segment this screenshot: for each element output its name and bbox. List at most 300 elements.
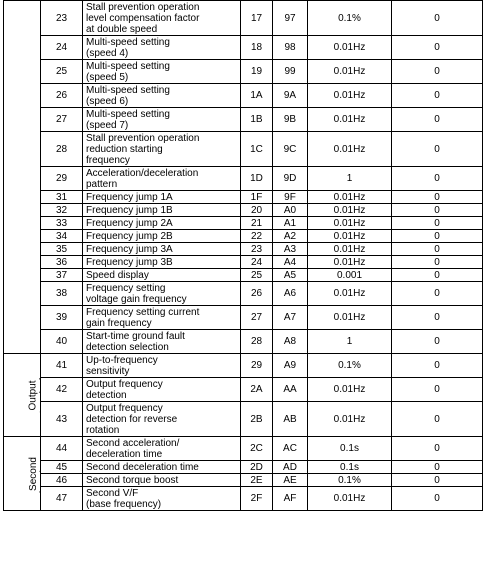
param-name xyxy=(83,306,241,330)
initial-value-text: 0 xyxy=(434,360,440,371)
parameter-table-body xyxy=(4,1,483,511)
param-name-line: (speed 7) xyxy=(86,119,129,131)
setting-unit xyxy=(308,243,392,256)
read-code-text: 1B xyxy=(250,114,263,125)
param-number-text: 46 xyxy=(55,474,68,486)
initial-value-text: 0 xyxy=(434,413,440,425)
write-code xyxy=(273,230,308,243)
read-code xyxy=(241,282,273,306)
table-row xyxy=(4,256,483,269)
initial-value xyxy=(392,108,483,132)
setting-unit xyxy=(308,217,392,230)
initial-value-text: 0 xyxy=(434,256,440,268)
param-name xyxy=(83,204,241,217)
param-number xyxy=(41,191,83,204)
read-code xyxy=(241,461,273,474)
write-code-text: AA xyxy=(283,384,297,395)
read-code xyxy=(241,402,273,437)
write-code-text: A4 xyxy=(283,256,297,268)
read-code xyxy=(241,191,273,204)
setting-unit-text: 0.01Hz xyxy=(333,204,366,216)
initial-value xyxy=(392,256,483,269)
setting-unit xyxy=(308,474,392,487)
read-code-text: 1A xyxy=(250,90,263,101)
initial-value xyxy=(392,191,483,204)
read-code-text: 28 xyxy=(250,336,263,347)
initial-value xyxy=(392,437,483,461)
initial-value-text: 0 xyxy=(434,90,440,101)
write-code-text: AF xyxy=(283,493,297,504)
setting-unit-text: 0.1s xyxy=(340,443,359,454)
write-code-text: AC xyxy=(283,443,297,454)
param-number xyxy=(41,354,83,378)
setting-unit xyxy=(308,108,392,132)
param-name-line: Second V/F xyxy=(86,487,139,499)
initial-value-text: 0 xyxy=(434,42,440,53)
initial-value-text: 0 xyxy=(434,143,440,155)
table-row xyxy=(4,60,483,84)
param-number xyxy=(41,60,83,84)
initial-value xyxy=(392,1,483,36)
param-name xyxy=(83,36,241,60)
initial-value-text: 0 xyxy=(434,336,440,347)
param-name-line: detection xyxy=(86,389,127,401)
write-code xyxy=(273,461,308,474)
param-number-text: 43 xyxy=(55,413,68,425)
read-code-text: 2F xyxy=(250,493,263,504)
setting-unit xyxy=(308,461,392,474)
setting-unit-text: 0.01Hz xyxy=(333,90,366,101)
param-name-line: rotation xyxy=(86,424,120,436)
read-code xyxy=(241,1,273,36)
param-name xyxy=(83,217,241,230)
param-number-text: 29 xyxy=(55,173,68,184)
param-number xyxy=(41,230,83,243)
param-name-line: (speed 4) xyxy=(86,47,129,59)
read-code-text: 29 xyxy=(250,360,263,371)
param-name xyxy=(83,378,241,402)
table-row xyxy=(4,354,483,378)
param-name xyxy=(83,60,241,84)
table-row xyxy=(4,437,483,461)
initial-value xyxy=(392,402,483,437)
param-name-line: Multi-speed setting xyxy=(86,36,170,48)
param-name xyxy=(83,487,241,511)
setting-unit xyxy=(308,378,392,402)
param-name-line: Second deceleration time xyxy=(86,461,199,473)
param-name xyxy=(83,243,241,256)
param-number-text: 24 xyxy=(55,42,68,53)
param-name-line: Start-time ground fault xyxy=(86,330,185,342)
write-code xyxy=(273,474,308,487)
write-code-text: A2 xyxy=(283,230,297,242)
param-name xyxy=(83,108,241,132)
param-name xyxy=(83,132,241,167)
write-code-text: A6 xyxy=(283,288,297,299)
initial-value-text: 0 xyxy=(434,474,440,486)
param-name-line: level compensation factor xyxy=(86,12,200,24)
initial-value-text: 0 xyxy=(434,230,440,242)
read-code xyxy=(241,354,273,378)
initial-value xyxy=(392,204,483,217)
param-name xyxy=(83,474,241,487)
param-name-line: Frequency jump 1A xyxy=(86,191,173,203)
initial-value xyxy=(392,487,483,511)
read-code xyxy=(241,36,273,60)
param-name-line: (base frequency) xyxy=(86,498,162,510)
param-name-line: Frequency jump 2B xyxy=(86,230,173,242)
read-code xyxy=(241,437,273,461)
write-code xyxy=(273,354,308,378)
initial-value xyxy=(392,282,483,306)
setting-unit-text: 0.01Hz xyxy=(333,143,366,155)
param-name-line: Second acceleration/ xyxy=(86,437,180,449)
read-code-text: 1F xyxy=(250,191,263,203)
param-name-line: Stall prevention operation xyxy=(86,1,200,13)
write-code-text: A1 xyxy=(283,217,297,229)
write-code xyxy=(273,269,308,282)
param-name-line: (speed 5) xyxy=(86,71,129,83)
write-code xyxy=(273,108,308,132)
param-number-text: 31 xyxy=(55,191,68,203)
table-row xyxy=(4,243,483,256)
param-number-text: 35 xyxy=(55,243,68,255)
param-name-line: Frequency setting current xyxy=(86,306,200,318)
setting-unit-text: 0.01Hz xyxy=(333,312,366,323)
setting-unit-text: 0.1% xyxy=(338,474,361,486)
setting-unit xyxy=(308,354,392,378)
read-code-text: 23 xyxy=(250,243,263,255)
param-number-text: 23 xyxy=(55,12,68,24)
param-name xyxy=(83,330,241,354)
param-number-text: 40 xyxy=(55,336,68,347)
write-code xyxy=(273,217,308,230)
write-code xyxy=(273,282,308,306)
param-name-line: sensitivity xyxy=(86,365,130,377)
read-code xyxy=(241,108,273,132)
param-number xyxy=(41,217,83,230)
param-number xyxy=(41,132,83,167)
param-number xyxy=(41,330,83,354)
initial-value-text: 0 xyxy=(434,173,440,184)
param-name xyxy=(83,167,241,191)
param-number-text: 38 xyxy=(55,288,68,299)
param-number xyxy=(41,378,83,402)
param-name-line: detection selection xyxy=(86,341,169,353)
read-code-text: 2A xyxy=(250,384,263,395)
initial-value xyxy=(392,167,483,191)
param-name-line: at double speed xyxy=(86,23,158,35)
read-code-text: 1C xyxy=(250,143,263,155)
table-row xyxy=(4,378,483,402)
param-number xyxy=(41,167,83,191)
param-name xyxy=(83,230,241,243)
write-code xyxy=(273,402,308,437)
param-name-line: Stall prevention operation xyxy=(86,132,200,144)
setting-unit xyxy=(308,191,392,204)
initial-value xyxy=(392,243,483,256)
setting-unit-text: 0.01Hz xyxy=(333,191,366,203)
setting-unit xyxy=(308,256,392,269)
table-row xyxy=(4,269,483,282)
setting-unit xyxy=(308,437,392,461)
write-code-text: AB xyxy=(283,413,297,425)
setting-unit-text: 0.01Hz xyxy=(333,42,366,53)
read-code xyxy=(241,84,273,108)
write-code-text: AD xyxy=(283,461,297,473)
read-code xyxy=(241,132,273,167)
param-name xyxy=(83,269,241,282)
param-number xyxy=(41,108,83,132)
read-code xyxy=(241,60,273,84)
write-code xyxy=(273,1,308,36)
param-name xyxy=(83,282,241,306)
table-row xyxy=(4,36,483,60)
write-code xyxy=(273,306,308,330)
write-code xyxy=(273,84,308,108)
param-number xyxy=(41,282,83,306)
param-number xyxy=(41,487,83,511)
param-number xyxy=(41,269,83,282)
group-label-output xyxy=(4,354,41,437)
param-name xyxy=(83,461,241,474)
write-code xyxy=(273,256,308,269)
read-code xyxy=(241,167,273,191)
initial-value-text: 0 xyxy=(434,461,440,473)
read-code xyxy=(241,474,273,487)
initial-value-text: 0 xyxy=(434,269,440,281)
initial-value-text: 0 xyxy=(434,12,440,24)
table-row xyxy=(4,132,483,167)
setting-unit xyxy=(308,132,392,167)
initial-value xyxy=(392,378,483,402)
param-number-text: 34 xyxy=(55,230,68,242)
param-name-line: Multi-speed setting xyxy=(86,108,170,120)
write-code-text: A5 xyxy=(283,269,297,281)
write-code-text: 9C xyxy=(283,143,297,155)
read-code xyxy=(241,243,273,256)
param-name-line: pattern xyxy=(86,178,118,190)
param-number-text: 41 xyxy=(55,360,68,371)
setting-unit-text: 0.01Hz xyxy=(333,493,366,504)
initial-value xyxy=(392,60,483,84)
read-code-text: 21 xyxy=(250,217,263,229)
param-name xyxy=(83,1,241,36)
read-code xyxy=(241,306,273,330)
read-code-text: 24 xyxy=(250,256,263,268)
param-number xyxy=(41,437,83,461)
param-name-line: Frequency jump 3A xyxy=(86,243,173,255)
write-code-text: AE xyxy=(283,474,297,486)
read-code-text: 1D xyxy=(250,173,263,184)
param-name-line: Output frequency xyxy=(86,402,163,414)
param-name xyxy=(83,84,241,108)
table-row xyxy=(4,204,483,217)
setting-unit-text: 0.01Hz xyxy=(333,217,366,229)
initial-value xyxy=(392,474,483,487)
param-name-line: Multi-speed setting xyxy=(86,60,170,72)
read-code-text: 25 xyxy=(250,269,263,281)
write-code-text: A8 xyxy=(283,336,297,347)
setting-unit xyxy=(308,60,392,84)
parameter-table-wrapper xyxy=(3,0,482,585)
write-code-text: A3 xyxy=(283,243,297,255)
write-code-text: 9A xyxy=(283,90,297,101)
param-number-text: 36 xyxy=(55,256,68,268)
initial-value xyxy=(392,84,483,108)
param-name-line: Frequency jump 1B xyxy=(86,204,173,216)
write-code xyxy=(273,191,308,204)
setting-unit xyxy=(308,487,392,511)
initial-value-text: 0 xyxy=(434,312,440,323)
setting-unit xyxy=(308,330,392,354)
param-name-line: gain frequency xyxy=(86,317,152,329)
write-code-text: 9D xyxy=(283,173,297,184)
setting-unit xyxy=(308,269,392,282)
param-name-line: Frequency setting xyxy=(86,282,166,294)
setting-unit-text: 1 xyxy=(346,173,353,184)
table-row xyxy=(4,217,483,230)
read-code xyxy=(241,256,273,269)
initial-value-text: 0 xyxy=(434,493,440,504)
param-number-text: 45 xyxy=(55,461,68,473)
initial-value-text: 0 xyxy=(434,443,440,454)
group-label-text xyxy=(28,439,41,509)
param-name xyxy=(83,402,241,437)
table-row xyxy=(4,402,483,437)
read-code-text: 17 xyxy=(250,12,263,24)
read-code-text: 27 xyxy=(250,312,263,323)
setting-unit xyxy=(308,282,392,306)
setting-unit-text: 1 xyxy=(346,336,353,347)
setting-unit-text: 0.01Hz xyxy=(333,243,366,255)
read-code-text: 19 xyxy=(250,66,263,77)
param-number-text: 47 xyxy=(55,493,68,504)
table-row xyxy=(4,487,483,511)
param-name-line: frequency xyxy=(86,154,130,166)
param-name-line: reduction starting xyxy=(86,143,163,155)
param-number-text: 37 xyxy=(55,269,68,281)
read-code-text: 2B xyxy=(250,413,263,425)
group-label-text xyxy=(28,355,41,435)
write-code xyxy=(273,60,308,84)
setting-unit-text: 0.001 xyxy=(336,269,363,281)
param-number-text: 44 xyxy=(55,443,68,454)
group-label-second xyxy=(4,437,41,511)
param-number xyxy=(41,36,83,60)
initial-value-text: 0 xyxy=(434,204,440,216)
setting-unit xyxy=(308,1,392,36)
setting-unit-text: 0.01Hz xyxy=(333,413,366,425)
param-name-line: deceleration time xyxy=(86,448,163,460)
write-code xyxy=(273,36,308,60)
read-code-text: 2D xyxy=(250,461,263,473)
param-name-line: Multi-speed setting xyxy=(86,84,170,96)
setting-unit xyxy=(308,167,392,191)
initial-value-text: 0 xyxy=(434,217,440,229)
initial-value-text: 0 xyxy=(434,288,440,299)
setting-unit-text: 0.01Hz xyxy=(333,66,366,77)
table-row xyxy=(4,191,483,204)
setting-unit-text: 0.01Hz xyxy=(333,256,366,268)
param-number xyxy=(41,474,83,487)
read-code xyxy=(241,230,273,243)
param-number-text: 32 xyxy=(55,204,68,216)
param-number-text: 39 xyxy=(55,312,68,323)
read-code xyxy=(241,204,273,217)
param-number xyxy=(41,204,83,217)
read-code xyxy=(241,269,273,282)
initial-value xyxy=(392,217,483,230)
param-name-line: Frequency jump 2A xyxy=(86,217,173,229)
initial-value-text: 0 xyxy=(434,384,440,395)
param-name-line: (speed 6) xyxy=(86,95,129,107)
param-name-line: Output frequency xyxy=(86,378,163,390)
write-code xyxy=(273,204,308,217)
param-name-line: Frequency jump 3B xyxy=(86,256,173,268)
param-name-line: Up-to-frequency xyxy=(86,354,158,366)
setting-unit xyxy=(308,306,392,330)
param-name-line: Speed display xyxy=(86,269,149,281)
initial-value xyxy=(392,269,483,282)
initial-value xyxy=(392,36,483,60)
write-code xyxy=(273,437,308,461)
group-label-standard xyxy=(4,1,41,354)
initial-value-text: 0 xyxy=(434,191,440,203)
write-code-text: 9F xyxy=(284,191,296,203)
setting-unit-text: 0.01Hz xyxy=(333,384,366,395)
initial-value xyxy=(392,461,483,474)
setting-unit xyxy=(308,402,392,437)
write-code xyxy=(273,167,308,191)
param-name xyxy=(83,191,241,204)
read-code-text: 22 xyxy=(250,230,263,242)
table-row xyxy=(4,167,483,191)
write-code-text: A7 xyxy=(283,312,297,323)
parameter-table xyxy=(3,0,483,511)
table-row xyxy=(4,230,483,243)
table-row xyxy=(4,1,483,36)
initial-value xyxy=(392,306,483,330)
setting-unit xyxy=(308,84,392,108)
setting-unit-text: 0.01Hz xyxy=(333,230,366,242)
param-number-text: 27 xyxy=(55,114,68,125)
read-code xyxy=(241,330,273,354)
initial-value xyxy=(392,132,483,167)
initial-value xyxy=(392,354,483,378)
write-code-text: 9B xyxy=(283,114,297,125)
param-number xyxy=(41,256,83,269)
initial-value xyxy=(392,230,483,243)
write-code xyxy=(273,378,308,402)
read-code-text: 20 xyxy=(250,204,263,216)
param-name-line: Acceleration/deceleration xyxy=(86,167,199,179)
read-code-text: 2E xyxy=(250,474,263,486)
initial-value-text: 0 xyxy=(434,66,440,77)
write-code xyxy=(273,243,308,256)
initial-value-text: 0 xyxy=(434,114,440,125)
param-number-text: 28 xyxy=(55,143,68,155)
write-code-text: A9 xyxy=(283,360,297,371)
write-code-text: 99 xyxy=(284,66,296,77)
setting-unit-text: 0.1% xyxy=(338,360,361,371)
setting-unit xyxy=(308,36,392,60)
table-row xyxy=(4,461,483,474)
param-number xyxy=(41,243,83,256)
group-label-line: terminal xyxy=(38,377,41,413)
write-code xyxy=(273,487,308,511)
write-code-text: A0 xyxy=(283,204,297,216)
